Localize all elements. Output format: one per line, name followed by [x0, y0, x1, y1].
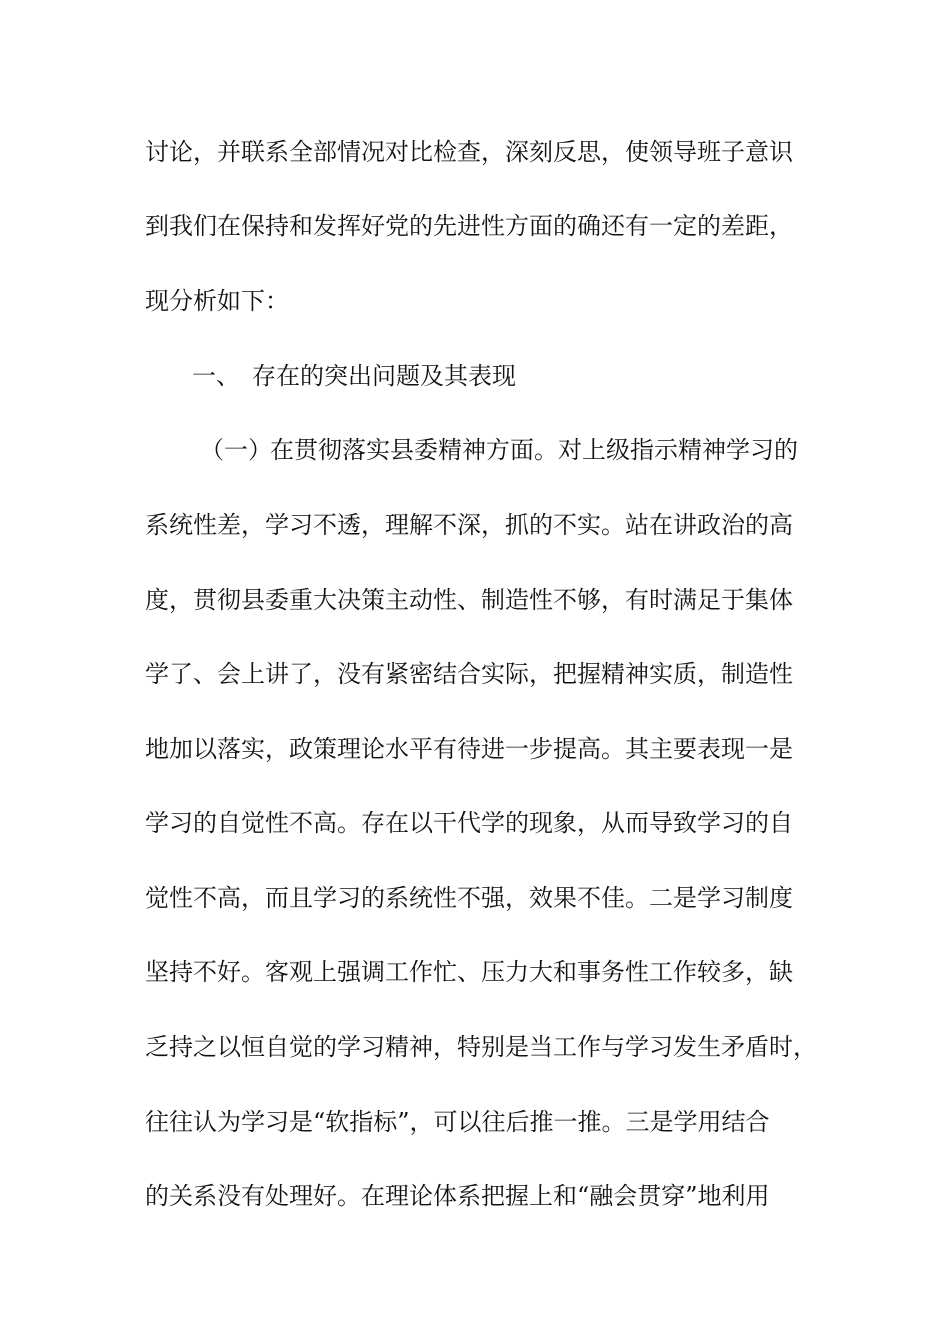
text-line: 往往认为学习是“软指标”，可以往后推一推。三是学用结合 [145, 1108, 770, 1136]
text-line: 度，贯彻县委重大决策主动性、制造性不够，有时满足于集体 [145, 586, 793, 614]
subsection-heading [200, 435, 798, 465]
text-line: 系统性差，学习不透，理解不深，抓的不实。站在讲政治的高 [145, 511, 793, 539]
heading-number: 一、 [192, 362, 240, 390]
section-heading [192, 361, 516, 391]
subheading-text: 在贯彻落实县委精神方面。对上级指示精神学习的 [270, 436, 798, 464]
text-line: 学了、会上讲了，没有紧密结合实际，把握精神实质，制造性 [145, 660, 793, 688]
text-line: 学习的自觉性不高。存在以干代学的现象，从而导致学习的自 [145, 809, 793, 837]
text-line: 觉性不高，而且学习的系统性不强，效果不佳。二是学习制度 [145, 884, 793, 912]
heading-text: 存在的突出问题及其表现 [252, 362, 516, 390]
text-line: 坚持不好。客观上强调工作忙、压力大和事务性工作较多，缺 [145, 958, 793, 986]
text-line: 的关系没有处理好。在理论体系把握上和“融会贯穿”地利用 [145, 1182, 770, 1210]
text-line: 地加以落实，政策理论水平有待进一步提高。其主要表现一是 [145, 735, 793, 763]
text-line: 乏持之以恒自觉的学习精神，特别是当工作与学习发生矛盾时， [145, 1033, 817, 1061]
subheading-number: （一） [200, 436, 272, 464]
text-line: 讨论，并联系全部情况对比检查，深刻反思，使领导班子意识 [145, 138, 793, 166]
text-line: 现分析如下： [145, 287, 289, 315]
text-line: 到我们在保持和发挥好党的先进性方面的确还有一定的差距， [145, 212, 793, 240]
